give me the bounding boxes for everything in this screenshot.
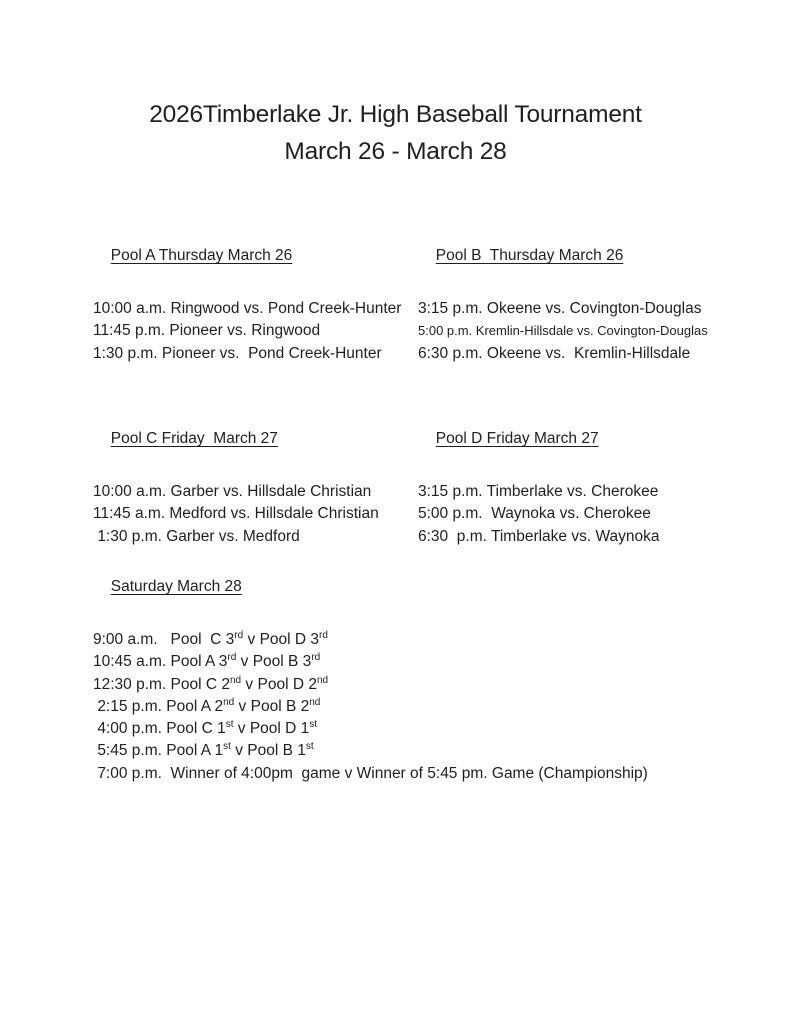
ordinal-superscript: rd: [227, 652, 237, 664]
ordinal-superscript: st: [225, 719, 234, 731]
game-line: 5:00 p.m. Waynoka vs. Cherokee: [418, 505, 651, 523]
game-text: v Pool B 2: [234, 697, 310, 715]
game-line: 10:00 a.m. Ringwood vs. Pond Creek-Hunter: [93, 300, 402, 317]
document-title: [0, 96, 791, 170]
saturday-games-list: [93, 629, 733, 785]
game-line: 1:30 p.m. Garber vs. Medford: [93, 527, 300, 545]
game-line: 11:45 a.m. Medford vs. Hillsdale Christian: [93, 505, 379, 523]
game-line: 6:30 p.m. Timberlake vs. Waynoka: [418, 527, 660, 545]
ordinal-superscript: nd: [309, 696, 321, 708]
game-text: 12:30 p.m. Pool C 2: [93, 675, 230, 693]
pool-heading: Pool B Thursday March 26: [435, 247, 624, 264]
game-text: 4:00 p.m. Pool C 1: [93, 720, 226, 738]
game-line: 10:00 a.m. Garber vs. Hillsdale Christian: [93, 483, 372, 500]
pool-heading: Pool C Friday March 27: [110, 430, 278, 447]
pool-heading: Pool D Friday March 27: [435, 430, 599, 447]
game-line: 3:15 p.m. Okeene vs. Covington-Douglas: [418, 300, 702, 317]
game-text: 9:00 a.m. Pool C 3: [93, 631, 235, 648]
game-line: [93, 763, 733, 785]
game-line: [93, 740, 733, 762]
game-text: 7:00 p.m. Winner of 4:00pm game v Winner of 5:45 pm. Game (Championship): [93, 764, 648, 782]
pool-games-list: [418, 298, 738, 365]
pool-games-list: [93, 298, 413, 365]
ordinal-superscript: st: [309, 719, 318, 731]
game-line: 11:45 p.m. Pioneer vs. Ringwood: [93, 322, 321, 340]
ordinal-superscript: nd: [316, 674, 329, 686]
game-text: v Pool D 3: [243, 631, 320, 648]
game-line: 6:30 p.m. Okeene vs. Kremlin-Hillsdale: [418, 344, 691, 362]
pool-heading: Saturday March 28: [110, 578, 242, 595]
pool-games-list: [418, 481, 738, 548]
game-text: 2:15 p.m. Pool A 2: [93, 697, 224, 715]
ordinal-superscript: rd: [234, 630, 244, 641]
saturday-section: [93, 558, 733, 821]
game-line: 3:15 p.m. Timberlake vs. Cherokee: [418, 483, 659, 500]
ordinal-superscript: st: [223, 741, 231, 753]
game-line: [93, 718, 733, 740]
ordinal-superscript: nd: [230, 674, 242, 686]
game-line: [93, 651, 733, 673]
title-line-1: 2026Timberlake Jr. High Baseball Tournament: [149, 101, 642, 128]
game-line: 5:00 p.m. Kremlin-Hillsdale vs. Covington-Douglas: [418, 323, 708, 339]
game-text: v Pool D 2: [241, 675, 317, 693]
title-line-2: March 26 - March 28: [284, 138, 507, 165]
ordinal-superscript: rd: [311, 652, 321, 664]
game-text: v Pool B 3: [236, 653, 312, 671]
ordinal-superscript: st: [305, 741, 314, 753]
game-text: 5:45 p.m. Pool A 1: [93, 742, 224, 760]
game-text: v Pool D 1: [233, 720, 310, 738]
pool-games-list: [93, 481, 413, 548]
game-text: 10:45 a.m. Pool A 3: [93, 653, 228, 671]
pool-b-section: [418, 227, 738, 401]
ordinal-superscript: nd: [223, 696, 235, 708]
game-line: [93, 629, 733, 651]
game-line: [93, 696, 733, 718]
game-text: v Pool B 1: [230, 742, 306, 760]
ordinal-superscript: rd: [319, 630, 328, 641]
game-line: [93, 674, 733, 696]
game-line: 1:30 p.m. Pioneer vs. Pond Creek-Hunter: [93, 344, 382, 362]
pool-heading: Pool A Thursday March 26: [110, 247, 293, 264]
pool-a-section: [93, 227, 413, 401]
